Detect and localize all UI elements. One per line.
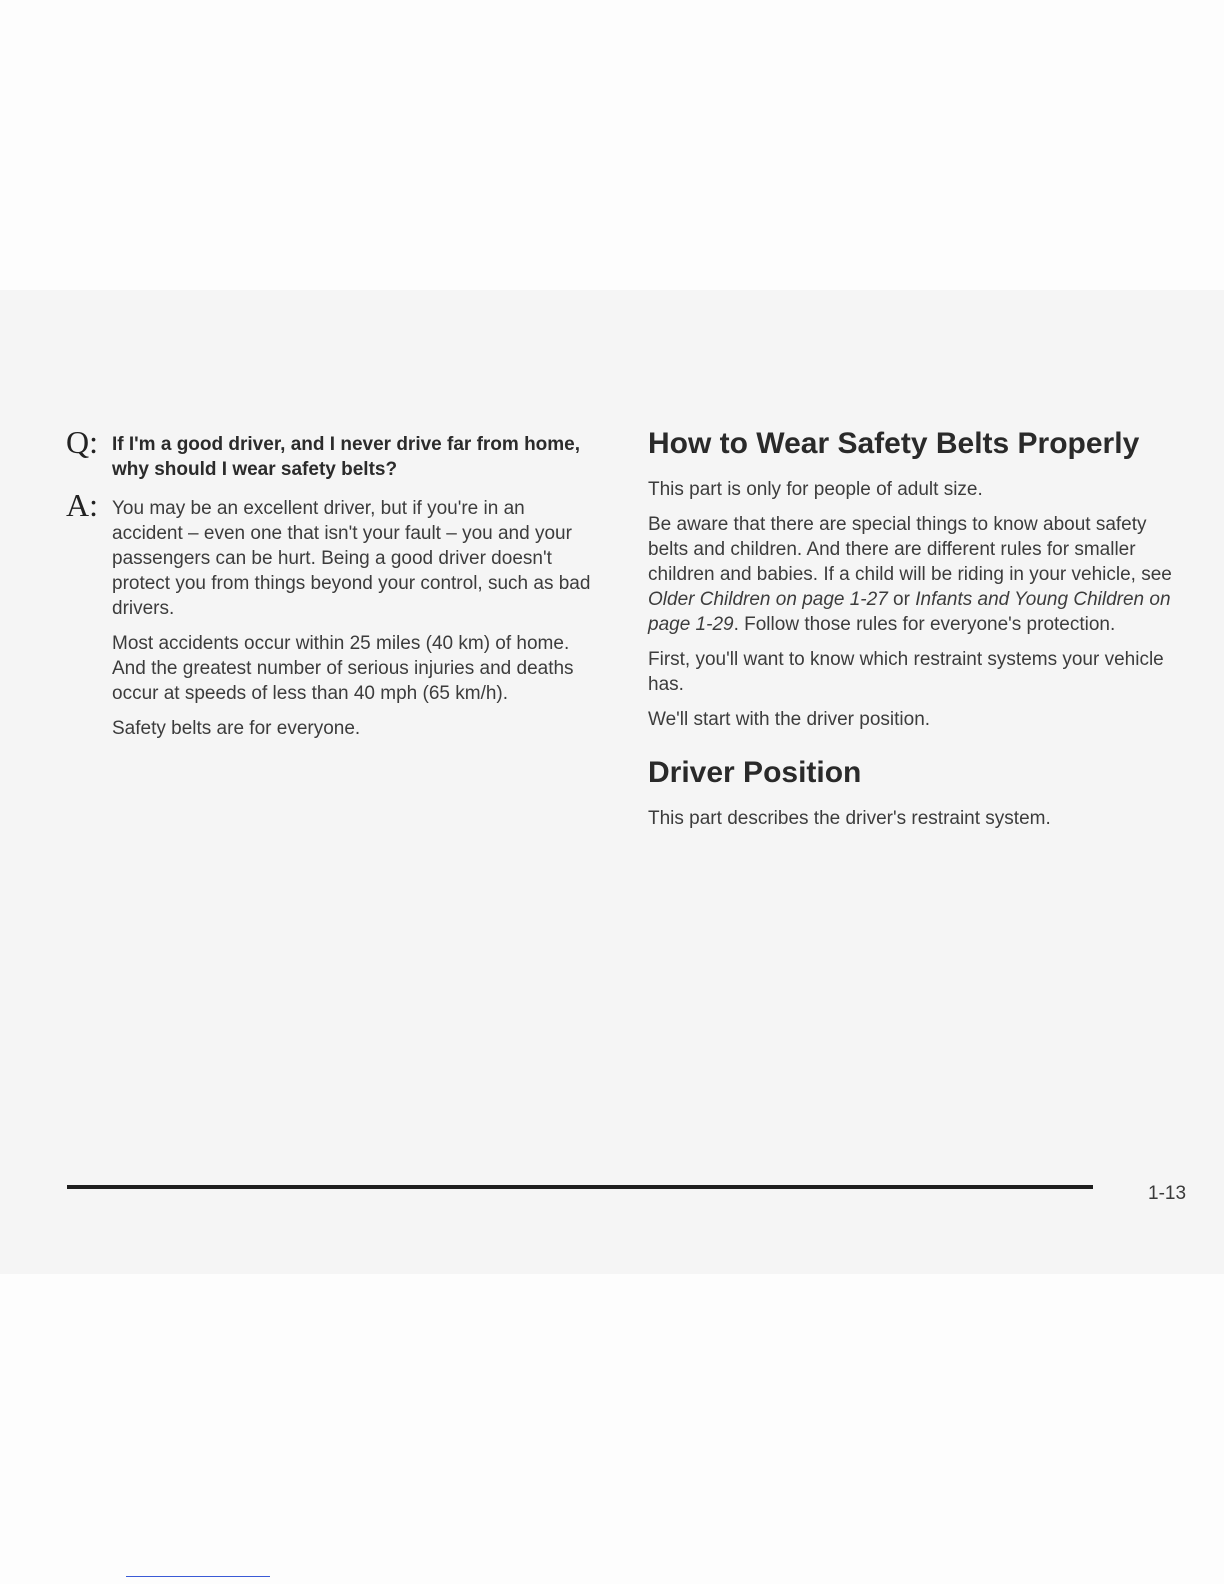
- question-block: [66, 424, 596, 482]
- section1-p2-end: . Follow those rules for everyone's protection.: [733, 614, 1116, 635]
- section-heading-driver-position: Driver Position: [648, 756, 862, 789]
- answer-text: You may be an excellent driver, but if you're in an accident – even one that isn't your fault – you and your passengers can be hurt. Being a good driver doesn't protect you from things beyond your control, such as bad drivers.: [112, 498, 591, 619]
- section1-p2-mid: or: [887, 589, 916, 610]
- section1-paragraph-3: First, you'll want to know which restraint systems your vehicle has.: [648, 649, 1164, 695]
- section2-paragraph-1: This part describes the driver's restraint system.: [648, 808, 1051, 829]
- page-number: 1-13: [1148, 1183, 1187, 1204]
- section-heading-safety-belts: How to Wear Safety Belts Properly: [648, 427, 1140, 460]
- section1-paragraph-2: [648, 512, 1188, 637]
- question-text: If I'm a good driver, and I never drive far from home, why should I wear safety belts?: [112, 434, 581, 480]
- answer-block: [66, 487, 596, 741]
- older-children-reference[interactable]: Older Children on page 1-27: [648, 589, 888, 610]
- question-marker: Q:: [66, 424, 98, 460]
- answer-marker: A:: [66, 487, 98, 523]
- section1-p2-start: Be aware that there are special things to know about safety belts and children. And there are different rules for smaller children and babies. If a child will be riding in your vehicle, see: [648, 514, 1172, 585]
- footer-rule: [67, 1185, 1093, 1189]
- section1-paragraph-1: This part is only for people of adult size.: [648, 479, 983, 500]
- answer-paragraph-2: Most accidents occur within 25 miles (40 km) of home. And the greatest number of serious injuries and deaths occur at speeds of less than 40 mph (65 km/h).: [112, 633, 574, 704]
- main-column: [648, 425, 1188, 831]
- qa-column: [66, 424, 596, 741]
- infants-reference[interactable]: Infants and Young Children on page 1-29: [648, 589, 1171, 635]
- answer-paragraph-3: Safety belts are for everyone.: [112, 718, 361, 739]
- section1-paragraph-4: We'll start with the driver position.: [648, 709, 931, 730]
- link-underline: [126, 1576, 270, 1577]
